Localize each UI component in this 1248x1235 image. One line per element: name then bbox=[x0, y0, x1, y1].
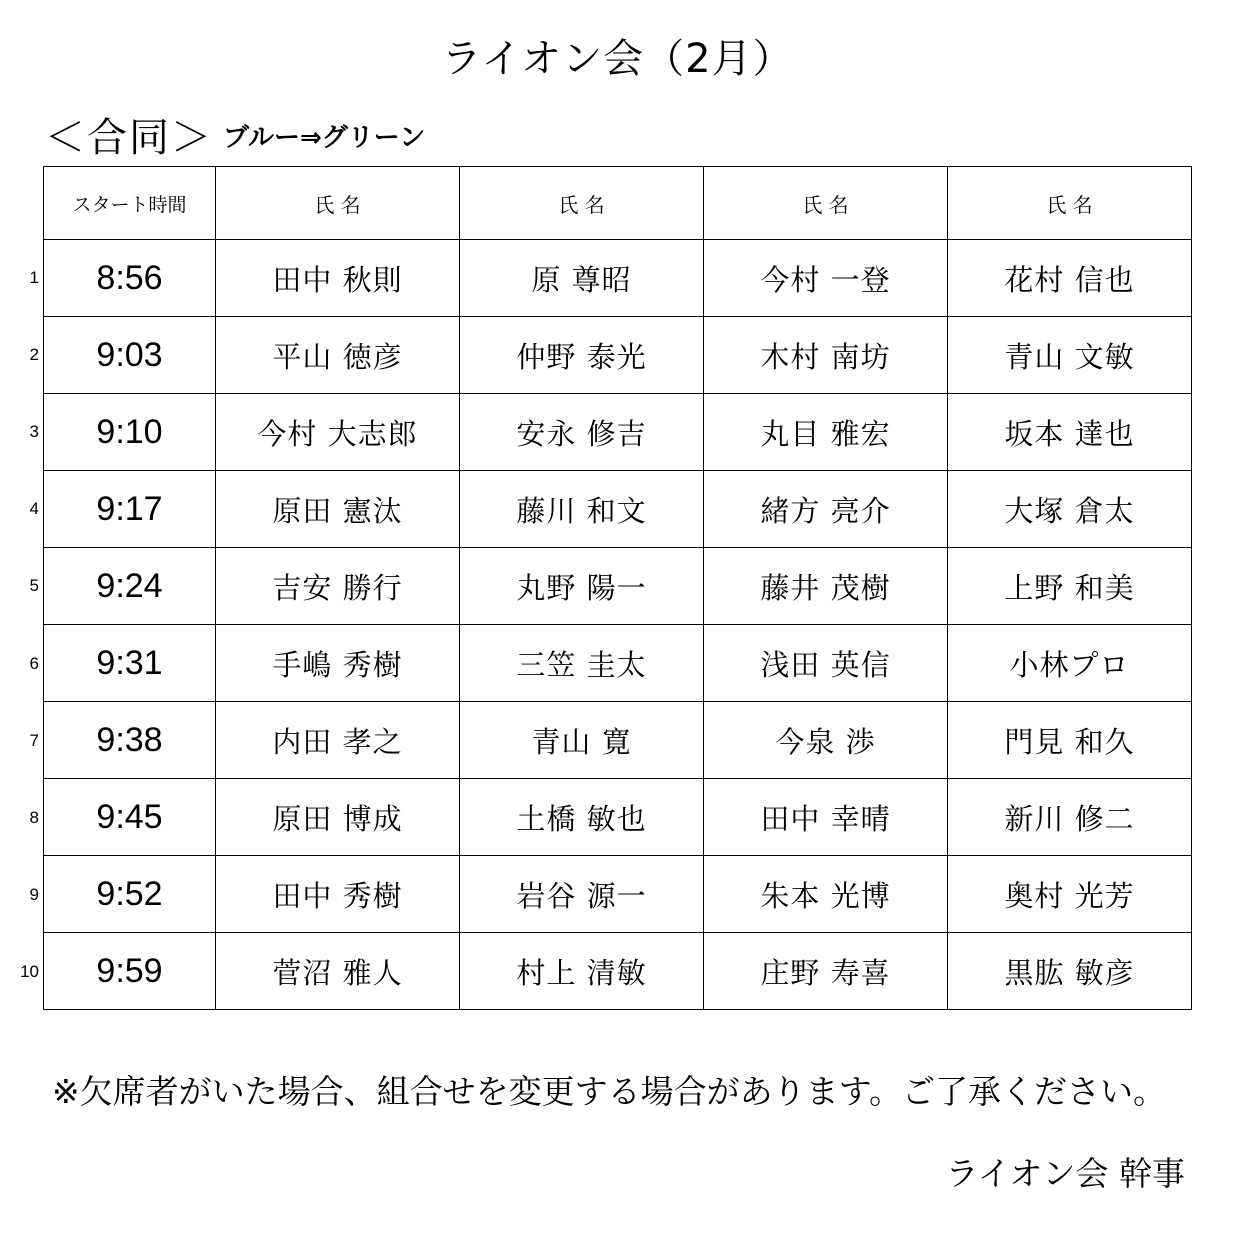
group-label: ＜合同＞ bbox=[45, 115, 213, 161]
player-name-cell: 庄野 寿喜 bbox=[704, 933, 948, 1010]
player-name-cell: 吉安 勝行 bbox=[216, 548, 460, 625]
player-name-cell: 上野 和美 bbox=[948, 548, 1192, 625]
player-name-cell: 田中 秀樹 bbox=[216, 856, 460, 933]
row-number: 3 bbox=[29, 421, 39, 441]
start-time-cell: 9:59 bbox=[44, 933, 216, 1010]
row-number: 8 bbox=[29, 807, 39, 827]
name-header: 氏 名 bbox=[704, 167, 948, 240]
player-name-cell: 安永 修吉 bbox=[460, 394, 704, 471]
player-name-cell: 仲野 泰光 bbox=[460, 317, 704, 394]
table-row bbox=[44, 933, 1192, 1010]
start-time-cell: 9:10 bbox=[44, 394, 216, 471]
table-row bbox=[44, 779, 1192, 856]
table-row bbox=[44, 856, 1192, 933]
player-name-cell: 原田 博成 bbox=[216, 779, 460, 856]
player-name-cell: 花村 信也 bbox=[948, 240, 1192, 317]
start-time-cell: 8:56 bbox=[44, 240, 216, 317]
start-time-cell: 9:24 bbox=[44, 548, 216, 625]
start-time-cell: 9:17 bbox=[44, 471, 216, 548]
row-number-column bbox=[0, 239, 42, 1011]
player-name-cell: 平山 徳彦 bbox=[216, 317, 460, 394]
player-name-cell: 新川 修二 bbox=[948, 779, 1192, 856]
start-time-cell: 9:52 bbox=[44, 856, 216, 933]
page-title: ライオン会（2月） bbox=[441, 36, 794, 82]
subheader bbox=[45, 108, 425, 164]
player-name-cell: 朱本 光博 bbox=[704, 856, 948, 933]
row-number: 9 bbox=[29, 885, 39, 905]
player-name-cell: 門見 和久 bbox=[948, 702, 1192, 779]
player-name-cell: 土橋 敏也 bbox=[460, 779, 704, 856]
player-name-cell: 青山 文敏 bbox=[948, 317, 1192, 394]
name-header: 氏 名 bbox=[948, 167, 1192, 240]
player-name-cell: 坂本 達也 bbox=[948, 394, 1192, 471]
player-name-cell: 菅沼 雅人 bbox=[216, 933, 460, 1010]
player-name-cell: 田中 秋則 bbox=[216, 240, 460, 317]
start-time-cell: 9:38 bbox=[44, 702, 216, 779]
row-number: 2 bbox=[29, 344, 39, 364]
name-header: 氏 名 bbox=[460, 167, 704, 240]
absence-note: ※欠席者がいた場合、組合せを変更する場合があります。ご了承ください。 bbox=[52, 1072, 1167, 1111]
table-row bbox=[44, 394, 1192, 471]
player-name-cell: 青山 寛 bbox=[460, 702, 704, 779]
table-row bbox=[44, 625, 1192, 702]
row-number: 10 bbox=[20, 962, 39, 982]
player-name-cell: 丸目 雅宏 bbox=[704, 394, 948, 471]
start-time-cell: 9:31 bbox=[44, 625, 216, 702]
player-name-cell: 丸野 陽一 bbox=[460, 548, 704, 625]
tee-time-table bbox=[43, 166, 1192, 1010]
player-name-cell: 原田 憲汰 bbox=[216, 471, 460, 548]
player-name-cell: 原 尊昭 bbox=[460, 240, 704, 317]
row-number: 1 bbox=[29, 267, 39, 287]
table-row bbox=[44, 548, 1192, 625]
table-row bbox=[44, 471, 1192, 548]
player-name-cell: 岩谷 源一 bbox=[460, 856, 704, 933]
course-label: ブルー⇒グリーン bbox=[223, 123, 426, 153]
player-name-cell: 藤井 茂樹 bbox=[704, 548, 948, 625]
player-name-cell: 黒肱 敏彦 bbox=[948, 933, 1192, 1010]
player-name-cell: 今村 大志郎 bbox=[216, 394, 460, 471]
player-name-cell: 大塚 倉太 bbox=[948, 471, 1192, 548]
table-header-row bbox=[44, 167, 1192, 240]
table-row bbox=[44, 317, 1192, 394]
player-name-cell: 藤川 和文 bbox=[460, 471, 704, 548]
player-name-cell: 内田 孝之 bbox=[216, 702, 460, 779]
player-name-cell: 今泉 渉 bbox=[704, 702, 948, 779]
row-number: 4 bbox=[29, 499, 39, 519]
player-name-cell: 木村 南坊 bbox=[704, 317, 948, 394]
start-time-header: スタート時間 bbox=[44, 167, 216, 240]
row-number: 5 bbox=[29, 576, 39, 596]
player-name-cell: 手嶋 秀樹 bbox=[216, 625, 460, 702]
name-header: 氏 名 bbox=[216, 167, 460, 240]
organizer-signature: ライオン会 幹事 bbox=[945, 1154, 1185, 1193]
player-name-cell: 緒方 亮介 bbox=[704, 471, 948, 548]
player-name-cell: 奥村 光芳 bbox=[948, 856, 1192, 933]
table-row bbox=[44, 240, 1192, 317]
player-name-cell: 浅田 英信 bbox=[704, 625, 948, 702]
player-name-cell: 今村 一登 bbox=[704, 240, 948, 317]
player-name-cell: 三笠 圭太 bbox=[460, 625, 704, 702]
row-number: 6 bbox=[29, 653, 39, 673]
table-row bbox=[44, 702, 1192, 779]
player-name-cell: 小林プロ bbox=[948, 625, 1192, 702]
player-name-cell: 田中 幸晴 bbox=[704, 779, 948, 856]
player-name-cell: 村上 清敏 bbox=[460, 933, 704, 1010]
start-time-cell: 9:45 bbox=[44, 779, 216, 856]
start-time-cell: 9:03 bbox=[44, 317, 216, 394]
row-number: 7 bbox=[29, 730, 39, 750]
